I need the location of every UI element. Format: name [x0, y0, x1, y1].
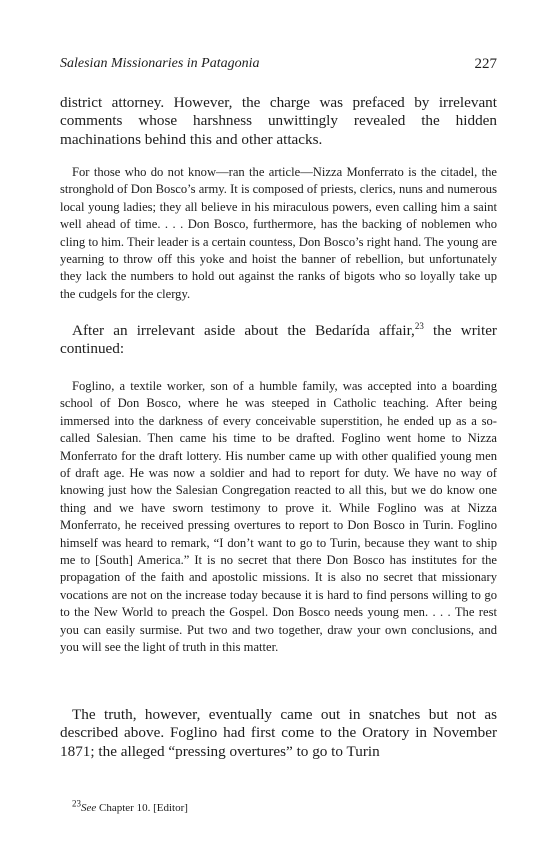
- page-number: 227: [474, 56, 497, 72]
- paragraph-bedarida-aside: [60, 322, 497, 359]
- footnote-number: 23: [72, 798, 81, 809]
- block-quote-nizza: For those who do not know—ran the article—Nizza Monferrato is the citadel, the stronghold of Don Bosco’s army. It is composed of priests, clerics, nuns and numerous local young ladies; they all believe in his miraculous powers, even calling him a saint well ahead of time. . . . Don Bosco, furthermore, has the backing of noblemen who cling to him. Their leader is a certain countess, Don Bosco’s right hand. The young are yearning to throw off this yoke and hoist the banner of rebellion, but unfortunately they lack the numbers to hold out against the ranks of bigots who so loyally take up the cudgels for the clergy.: [60, 165, 497, 301]
- running-head: Salesian Missionaries in Patagonia: [60, 56, 260, 71]
- footnote-see: See: [81, 802, 97, 814]
- paragraph-text: the writer continued:: [60, 322, 497, 358]
- paragraph-truth: The truth, however, eventually came out in snatches but not as described above. Foglino had first come to the Oratory in November 1871; the alleged “pressing overtures” to go to Turin: [60, 706, 497, 760]
- footnote-reference: 23: [414, 320, 424, 331]
- footnote-text: Chapter 10. [Editor]: [96, 802, 188, 814]
- paragraph-district-attorney: district attorney. However, the charge was prefaced by irrelevant comments whose harshness unwittingly revealed the hidden machinations behind this and other attacks.: [60, 94, 497, 148]
- block-quote-foglino: Foglino, a textile worker, son of a humble family, was accepted into a boarding school of Don Bosco, where he was steeped in Catholic teaching. After being immersed into the darkness of every conceivable superstition, he ended up as a so-called Salesian. Then came his time to be drafted. Foglino went home to Nizza Monferrato for the draft lottery. His number came up with other qualified young men of draft age. He was now a soldier and had to report for duty. We have no way of knowing just how the Salesian Congregation reacted to all this, but we do know one thing and we have sworn testimony to prove it. While Foglino was at Nizza Monferrato, he received pressing overtures to report to Don Bosco in Turin. Foglino himself was heard to remark, “I don’t want to go to Turin, because they want to ship me to [South] America.” It is no secret that there Don Bosco has institutes for the propagation of the faith and apostolic missions. It is also no secret that missionary vocations are not on the increase today because it is hard to find persons willing to go to the New World to preach the Gospel. Don Bosco needs young men. . . . The rest you can easily surmise. Put two and two together, draw your own conclusions, and you will see the light of truth in this matter.: [60, 379, 497, 655]
- footnote: [72, 798, 188, 814]
- page-header: [60, 56, 497, 76]
- paragraph-text: After an irrelevant aside about the Bedarída affair,: [72, 322, 415, 339]
